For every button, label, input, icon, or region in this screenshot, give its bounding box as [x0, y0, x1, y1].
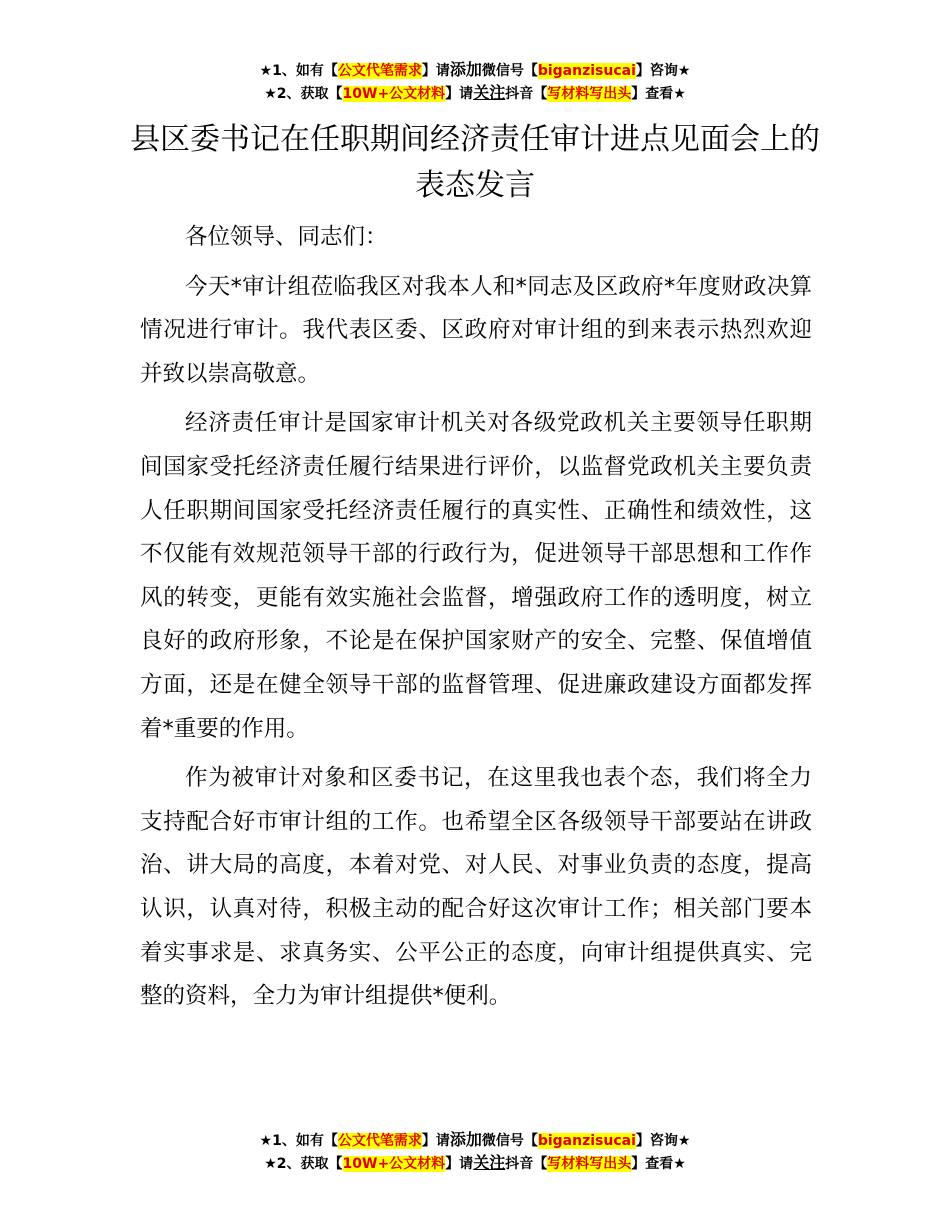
banner-text: ★1、如有【: [259, 63, 338, 79]
banner-highlight: biganzisucai: [537, 63, 636, 79]
banner-line-1: [0, 1129, 950, 1152]
paragraph-salutation: 各位领导、同志们：: [185, 224, 388, 250]
banner-emphasis: 关注: [473, 1153, 506, 1172]
banner-highlight: 公文代笔需求: [337, 63, 422, 79]
banner-text: 】查看★: [631, 1156, 686, 1172]
document-title: 县区委书记在任职期间经济责任审计进点见面会上的表态发言: [130, 122, 820, 203]
banner-text: 抖音【: [505, 86, 548, 102]
banner-highlight: biganzisucai: [537, 1133, 636, 1149]
banner-emphasis: 添加: [449, 1130, 482, 1149]
banner-highlight: 写材料写出头: [547, 86, 632, 102]
banner-text: ★2、获取【: [264, 86, 343, 102]
header-banner: [0, 59, 950, 105]
banner-text: 】咨询★: [635, 1133, 691, 1149]
banner-line-1: [0, 59, 950, 82]
paragraph: 作为被审计对象和区委书记，在这里我也表个态，我们将全力支持配合好市审计组的工作。也希望全区各级领导干部要站在讲政治、讲大局的高度，本着对党、对人民、对事业负责的态度，提高认识，认真对待，积极主动的配合好这次审计工作；相关部门要本着实事求是、求真务实、公平公正的态度，向审计组提供真实、完整的资料，全力为审计组提供*便利。: [140, 765, 812, 1010]
banner-line-2: [0, 1152, 950, 1175]
banner-highlight: 10W+公文材料: [342, 86, 446, 102]
paragraph: 经济责任审计是国家审计机关对各级党政机关主要领导任职期间国家受托经济责任履行结果进行评价，以监督党政机关主要负责人任职期间国家受托经济责任履行的真实性、正确性和绩效性，这不仅能有效规范领导干部的行政行为，促进领导干部思想和工作作风的转变，更能有效实施社会监督，增强政府工作的透明度，树立良好的政府形象，不论是在保护国家财产的安全、完整、保值增值方面，还是在健全领导干部的监督管理、促进廉政建设方面都发挥着*重要的作用。: [140, 410, 812, 742]
banner-text: 】请: [445, 86, 474, 102]
banner-text: 微信号【: [481, 63, 538, 79]
banner-text: 】查看★: [631, 86, 686, 102]
banner-highlight: 公文代笔需求: [337, 1133, 422, 1149]
banner-emphasis: 关注: [473, 83, 506, 102]
banner-text: 抖音【: [505, 1156, 548, 1172]
banner-emphasis: 添加: [449, 60, 482, 79]
document-body: [140, 216, 812, 1025]
banner-text: 】请: [445, 1156, 474, 1172]
footer-banner: [0, 1129, 950, 1175]
banner-text: ★2、获取【: [264, 1156, 343, 1172]
banner-text: ★1、如有【: [259, 1133, 338, 1149]
banner-text: 】咨询★: [635, 63, 691, 79]
banner-text: 】请: [421, 63, 450, 79]
banner-highlight: 10W+公文材料: [342, 1156, 446, 1172]
banner-line-2: [0, 82, 950, 105]
banner-text: 微信号【: [481, 1133, 538, 1149]
banner-text: 】请: [421, 1133, 450, 1149]
banner-highlight: 写材料写出头: [547, 1156, 632, 1172]
paragraph: 今天*审计组莅临我区对我本人和*同志及区政府*年度财政决算情况进行审计。我代表区委、区政府对审计组的到来表示热烈欢迎并致以崇高敬意。: [140, 273, 812, 387]
